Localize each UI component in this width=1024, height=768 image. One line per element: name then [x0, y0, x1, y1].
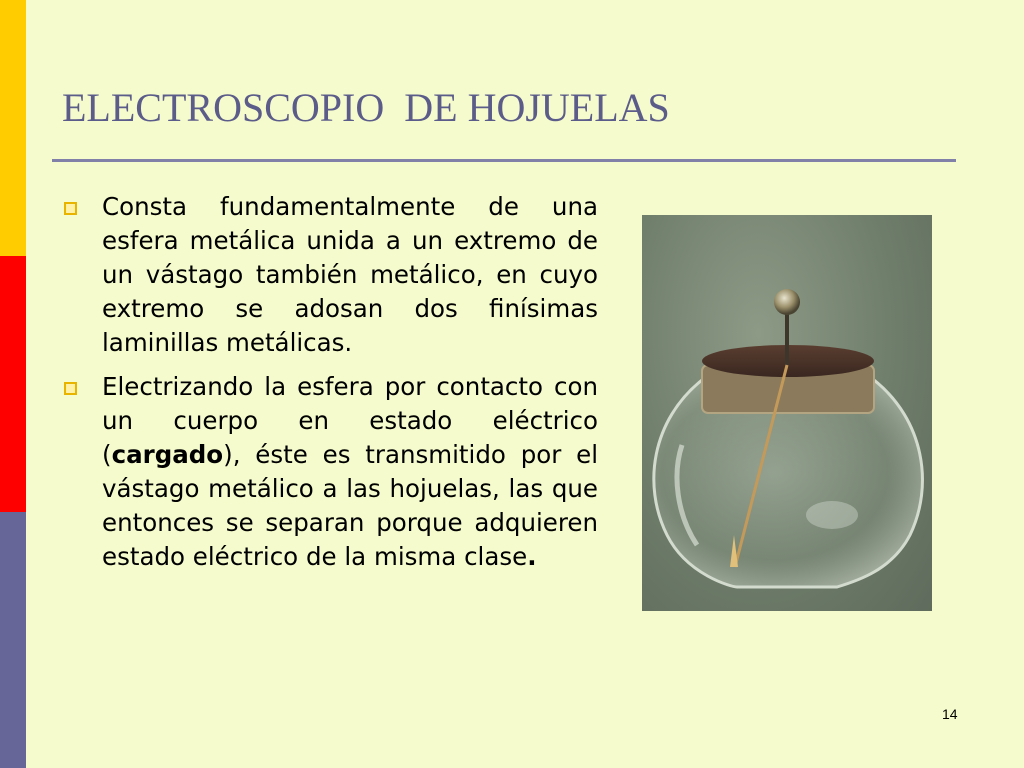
- square-bullet-icon: [64, 202, 77, 215]
- bullet-item: [62, 190, 598, 360]
- page-number: 14: [942, 706, 958, 722]
- side-accent-red: [0, 256, 26, 512]
- bullet-text-part: Electrizando la esfera por contacto con un cuerpo en estado eléctrico (: [102, 372, 598, 469]
- bold-term: cargado: [111, 440, 224, 469]
- title-divider: [52, 159, 956, 162]
- bullet-text-body: Consta fundamentalmente de una esfera metálica unida a un extremo de un vástago también metálico, en cuyo extremo se adosan dos finísimas laminillas metálicas.: [102, 192, 598, 357]
- bullet-end-period: .: [527, 542, 537, 571]
- bullet-list: [62, 190, 598, 584]
- bullet-text: [102, 190, 598, 360]
- bullet-text-part: ), éste es transmitido por el vástago metálico a las hojuelas, las que entonces se separan porque adquieren estado eléctrico de la misma clase: [102, 440, 598, 571]
- slide-title: ELECTROSCOPIO DE HOJUELAS: [62, 85, 670, 130]
- side-accent-slate: [0, 512, 26, 768]
- electroscope-photo: [642, 215, 932, 611]
- side-accent-yellow: [0, 0, 26, 256]
- electroscope-illustration: [642, 215, 932, 611]
- metal-sphere: [774, 289, 800, 315]
- bullet-item: [62, 370, 598, 574]
- square-bullet-icon: [64, 382, 77, 395]
- glass-reflection: [806, 501, 858, 529]
- bullet-text: [102, 370, 598, 574]
